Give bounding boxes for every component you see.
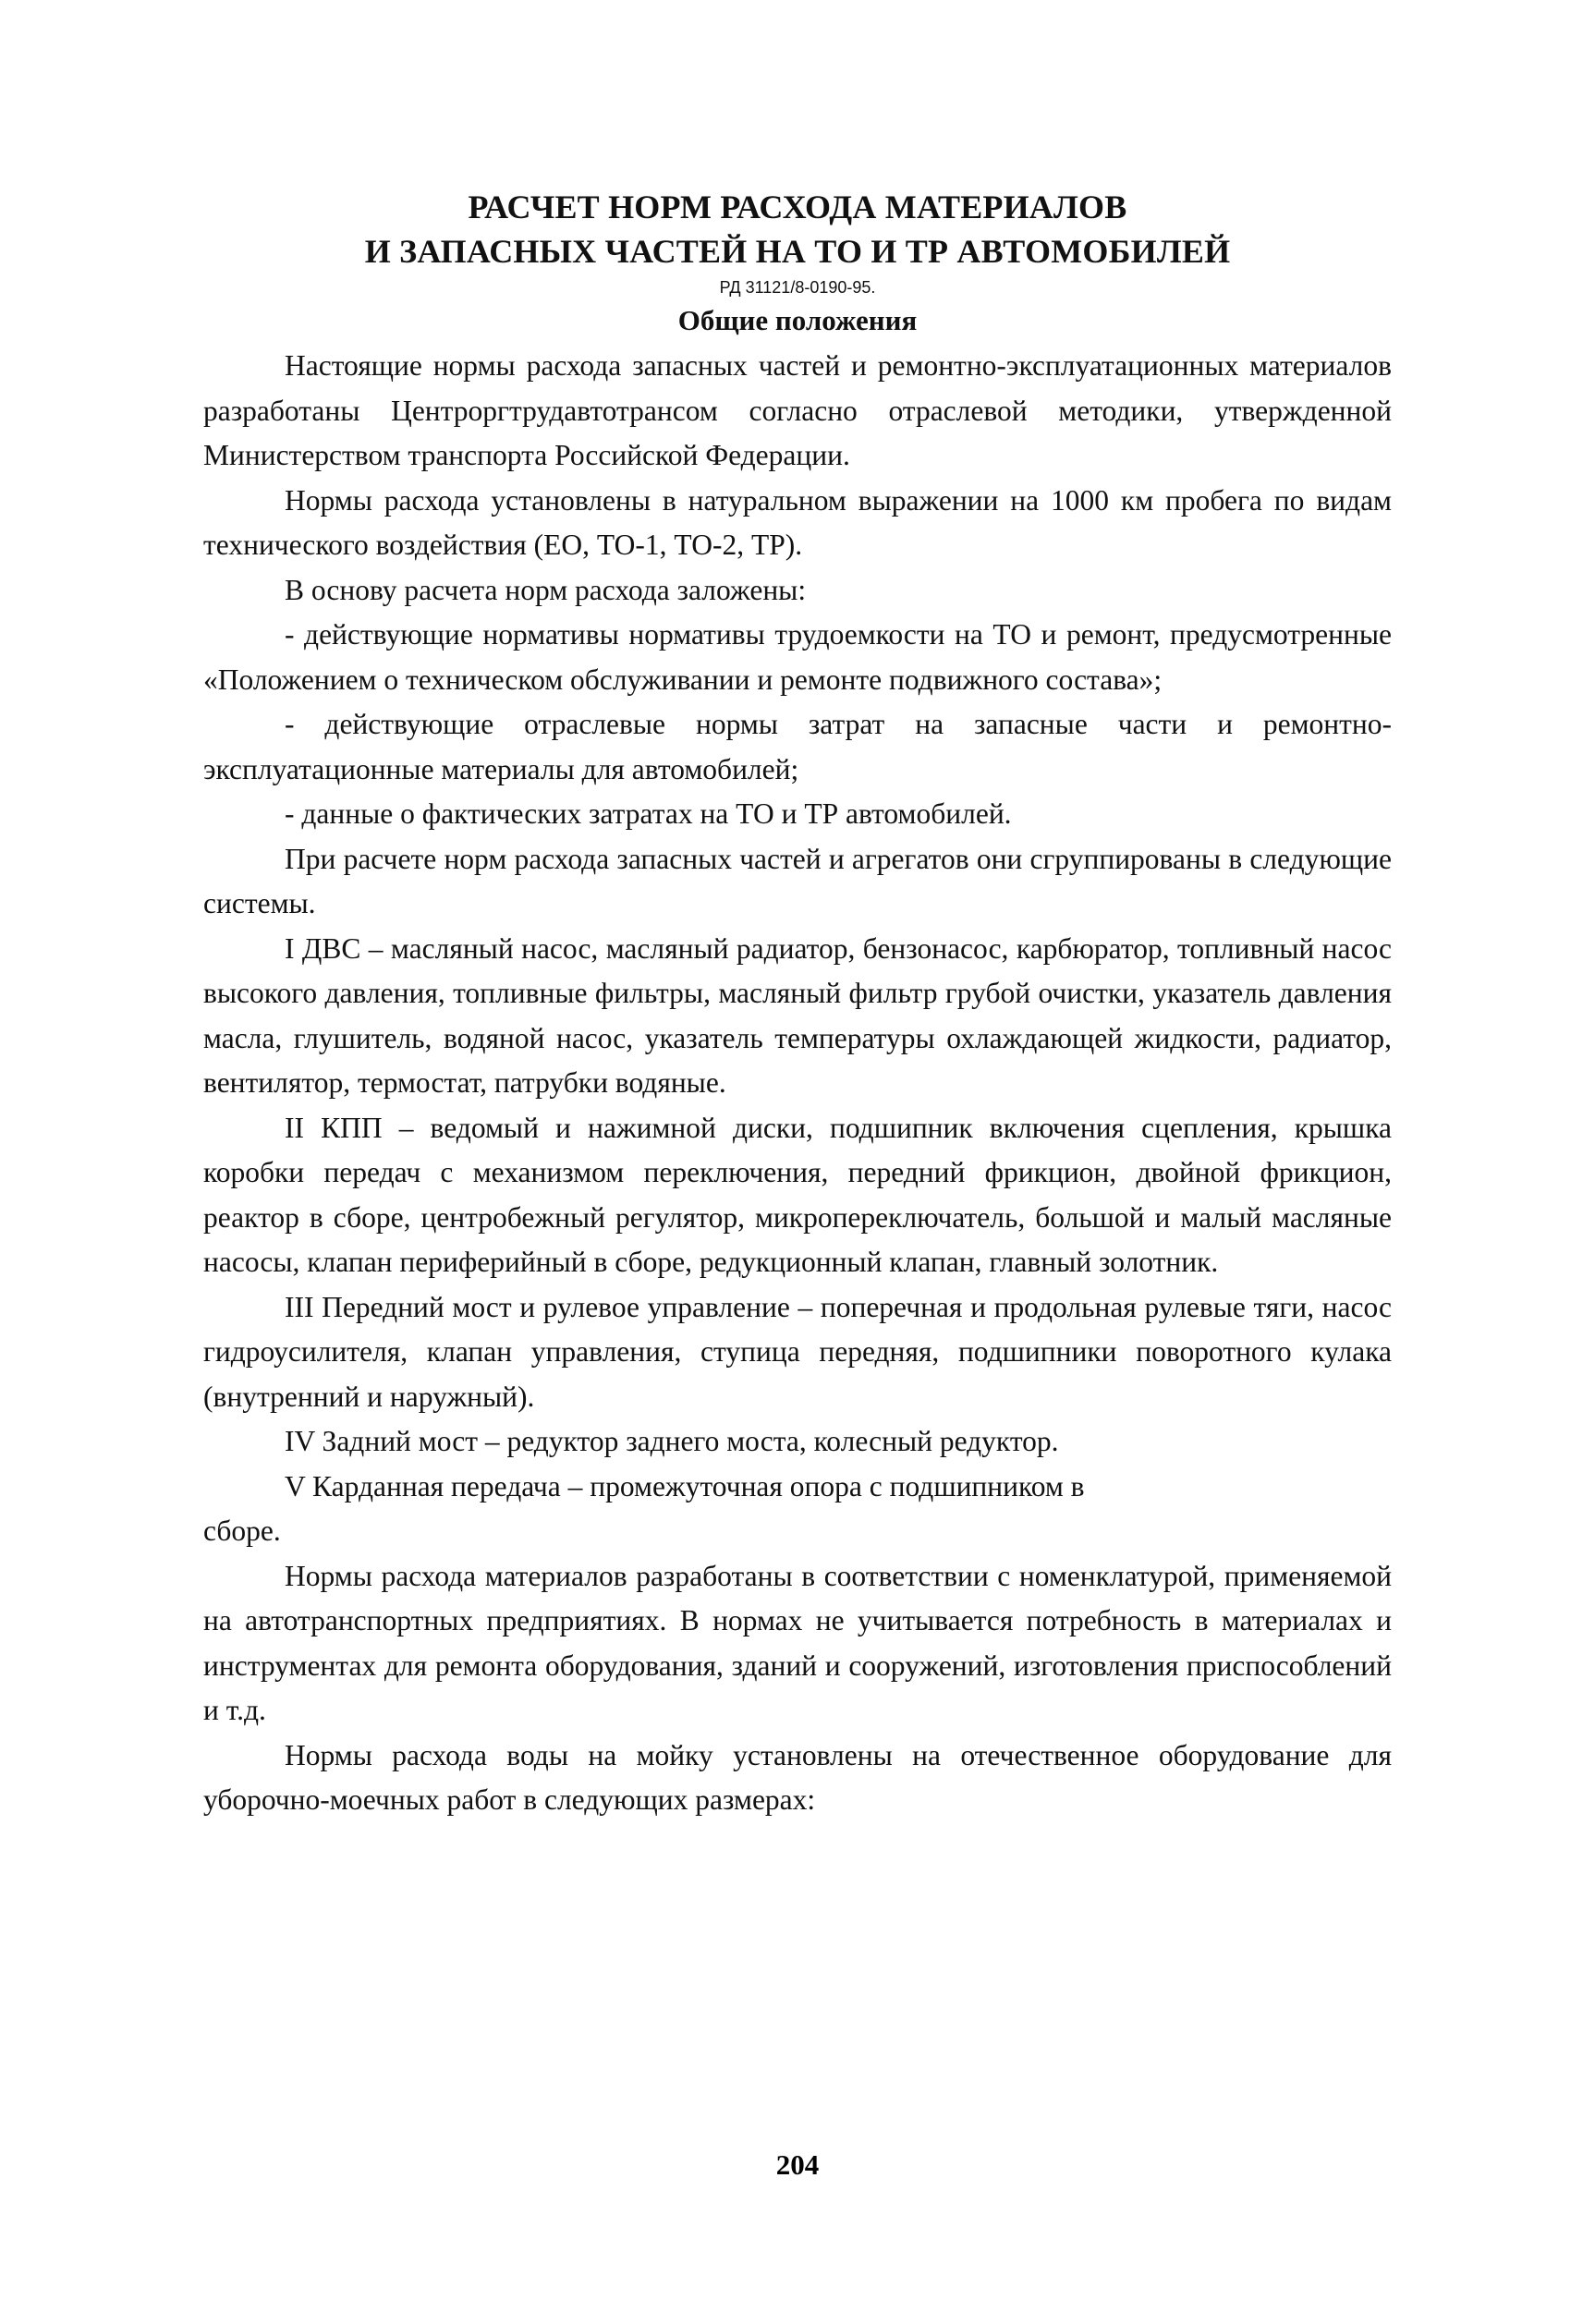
system-item-cardan: V Карданная передача – промежуточная опора с подшипником в	[285, 1469, 1085, 1503]
list-item: - действующие нормативы нормативы трудоемкости на ТО и ремонт, предусмотренные «Положением о техническом обслуживании и ремонте подвижного состава»;	[203, 618, 1392, 696]
title-line-2: И ЗАПАСНЫХ ЧАСТЕЙ НА ТО И ТР АВТОМОБИЛЕЙ	[364, 233, 1231, 270]
page-number: 204	[775, 2148, 820, 2181]
paragraph-continuation: сборе.	[203, 1515, 281, 1547]
system-item-rear-axle: IV Задний мост – редуктор заднего моста, колесный редуктор.	[285, 1425, 1059, 1457]
document-title	[203, 185, 1392, 274]
system-item-gearbox: II КПП – ведомый и нажимной диски, подшипник включения сцепления, крышка коробки передач с механизмом переключения, передний фрикцион, двойной фрикцион, реактор в сборе, центробежный регулятор, микропереключатель, большой и малый масляные насосы, клапан периферийный в сборе, редукционный клапан, главный золотник.	[203, 1111, 1392, 1278]
paragraph: При расчете норм расхода запасных частей и агрегатов они сгруппированы в следующие системы.	[203, 842, 1392, 919]
list-item: - действующие отраслевые нормы затрат на запасные части и ремонтно-эксплуатационные материалы для автомобилей;	[203, 708, 1392, 785]
paragraph: В основу расчета норм расхода заложены:	[285, 573, 807, 606]
title-line-1: РАСЧЕТ НОРМ РАСХОДА МАТЕРИАЛОВ	[468, 189, 1127, 225]
section-heading: Общие положения	[677, 304, 918, 336]
system-item-front-axle: III Передний мост и рулевое управление – поперечная и продольная рулевые тяги, насос гидроусилителя, клапан управления, ступица передняя, подшипники поворотного кулака (внутренний и наружный).	[203, 1290, 1392, 1413]
paragraph: Нормы расхода материалов разработаны в соответствии с номенклатурой, применяемой на автотранспортных предприятиях. В нормах не учитывается потребность в материалах и инструментах для ремонта оборудования, зданий и сооружений, изготовления приспособлений и т.д.	[203, 1559, 1392, 1726]
paragraph: Нормы расхода воды на мойку установлены на отечественное оборудование для уборочно-моечных работ в следующих размерах:	[203, 1738, 1392, 1816]
document-code: РД 31121/8-0190-95.	[719, 278, 876, 297]
paragraph: Настоящие нормы расхода запасных частей и ремонтно-эксплуатационных материалов разработаны Центроргтрудавтотрансом согласно отраслевой методики, утвержденной Министерством транспорта Российской Федерации.	[203, 349, 1392, 471]
list-item: - данные о фактических затратах на ТО и ТР автомобилей.	[285, 797, 1012, 830]
system-item-engine: I ДВС – масляный насос, масляный радиатор, бензонасос, карбюратор, топливный насос высокого давления, топливные фильтры, масляный фильтр грубой очистки, указатель давления масла, глушитель, водяной насос, указатель температуры охлаждающей жидкости, радиатор, вентилятор, термостат, патрубки водяные.	[203, 931, 1392, 1099]
body-text	[203, 344, 1392, 1823]
paragraph: Нормы расхода установлены в натуральном выражении на 1000 км пробега по видам технического воздействия (ЕО, ТО-1, ТО-2, ТР).	[203, 483, 1392, 561]
